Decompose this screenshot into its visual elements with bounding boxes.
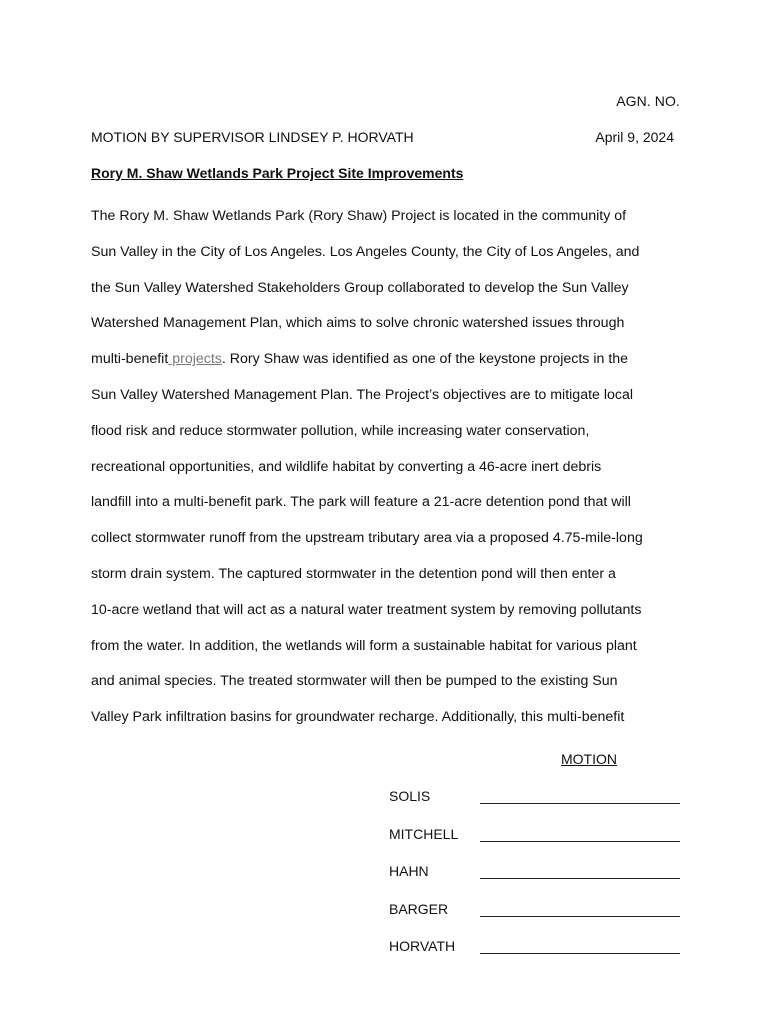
projects-link[interactable]: projects <box>168 351 222 368</box>
signature-line <box>480 953 680 954</box>
signature-line <box>480 803 680 804</box>
body-line: and animal species. The treated stormwater will then be pumped to the existing Sun <box>91 673 618 690</box>
document-title: Rory M. Shaw Wetlands Park Project Site Improvements <box>91 165 464 181</box>
supervisor-name: HORVATH <box>389 938 456 954</box>
body-line <box>91 342 687 378</box>
body-line: collect stormwater runoff from the upstream tributary area via a proposed 4.75-mile-long <box>91 530 643 547</box>
body-line: the Sun Valley Watershed Stakeholders Group collaborated to develop the Sun Valley <box>91 279 629 296</box>
body-line-suffix: . Rory Shaw was identified as one of the keystone projects in the <box>221 351 629 368</box>
body-line: from the water. In addition, the wetlands will form a sustainable habitat for various plant <box>91 637 637 654</box>
body-line: recreational opportunities, and wildlife habitat by converting a 46-acre inert debris <box>91 458 602 475</box>
body-paragraph <box>91 199 687 736</box>
vote-row-horvath <box>389 936 684 974</box>
supervisor-name: BARGER <box>389 900 449 917</box>
body-line: Sun Valley in the City of Los Angeles. Los Angeles County, the City of Los Angeles, and <box>91 243 640 260</box>
vote-list <box>389 786 684 974</box>
supervisor-name: SOLIS <box>389 788 431 804</box>
signature-line <box>480 841 680 842</box>
vote-row-hahn <box>389 861 684 899</box>
body-line: storm drain system. The captured stormwater in the detention pond will then enter a <box>91 565 616 582</box>
agenda-number: AGN. NO. <box>616 93 680 109</box>
motion-author: MOTION BY SUPERVISOR LINDSEY P. HORVATH <box>91 129 414 145</box>
body-line: Watershed Management Plan, which aims to solve chronic watershed issues through <box>91 315 625 332</box>
supervisor-name: HAHN <box>389 863 429 879</box>
motion-heading: MOTION <box>561 751 617 767</box>
body-line: 10-acre wetland that will act as a natural water treatment system by removing pollutants <box>91 601 642 618</box>
body-line: landfill into a multi-benefit park. The park will feature a 21-acre detention pond that will <box>91 494 631 511</box>
body-line: flood risk and reduce stormwater pollution, while increasing water conservation, <box>91 422 590 439</box>
body-line: Sun Valley Watershed Management Plan. The Project’s objectives are to mitigate local <box>91 386 634 403</box>
signature-line <box>480 878 680 879</box>
vote-row-mitchell <box>389 824 684 862</box>
body-line: Valley Park infiltration basins for groundwater recharge. Additionally, this multi-benefit <box>91 709 625 726</box>
vote-row-solis <box>389 786 684 824</box>
body-line-prefix: multi-benefit <box>91 351 169 368</box>
motion-date: April 9, 2024 <box>595 129 674 145</box>
signature-line <box>480 916 680 917</box>
supervisor-name: MITCHELL <box>389 825 459 842</box>
vote-row-barger <box>389 899 684 937</box>
body-line: The Rory M. Shaw Wetlands Park (Rory Shaw) Project is located in the community of <box>91 208 627 224</box>
